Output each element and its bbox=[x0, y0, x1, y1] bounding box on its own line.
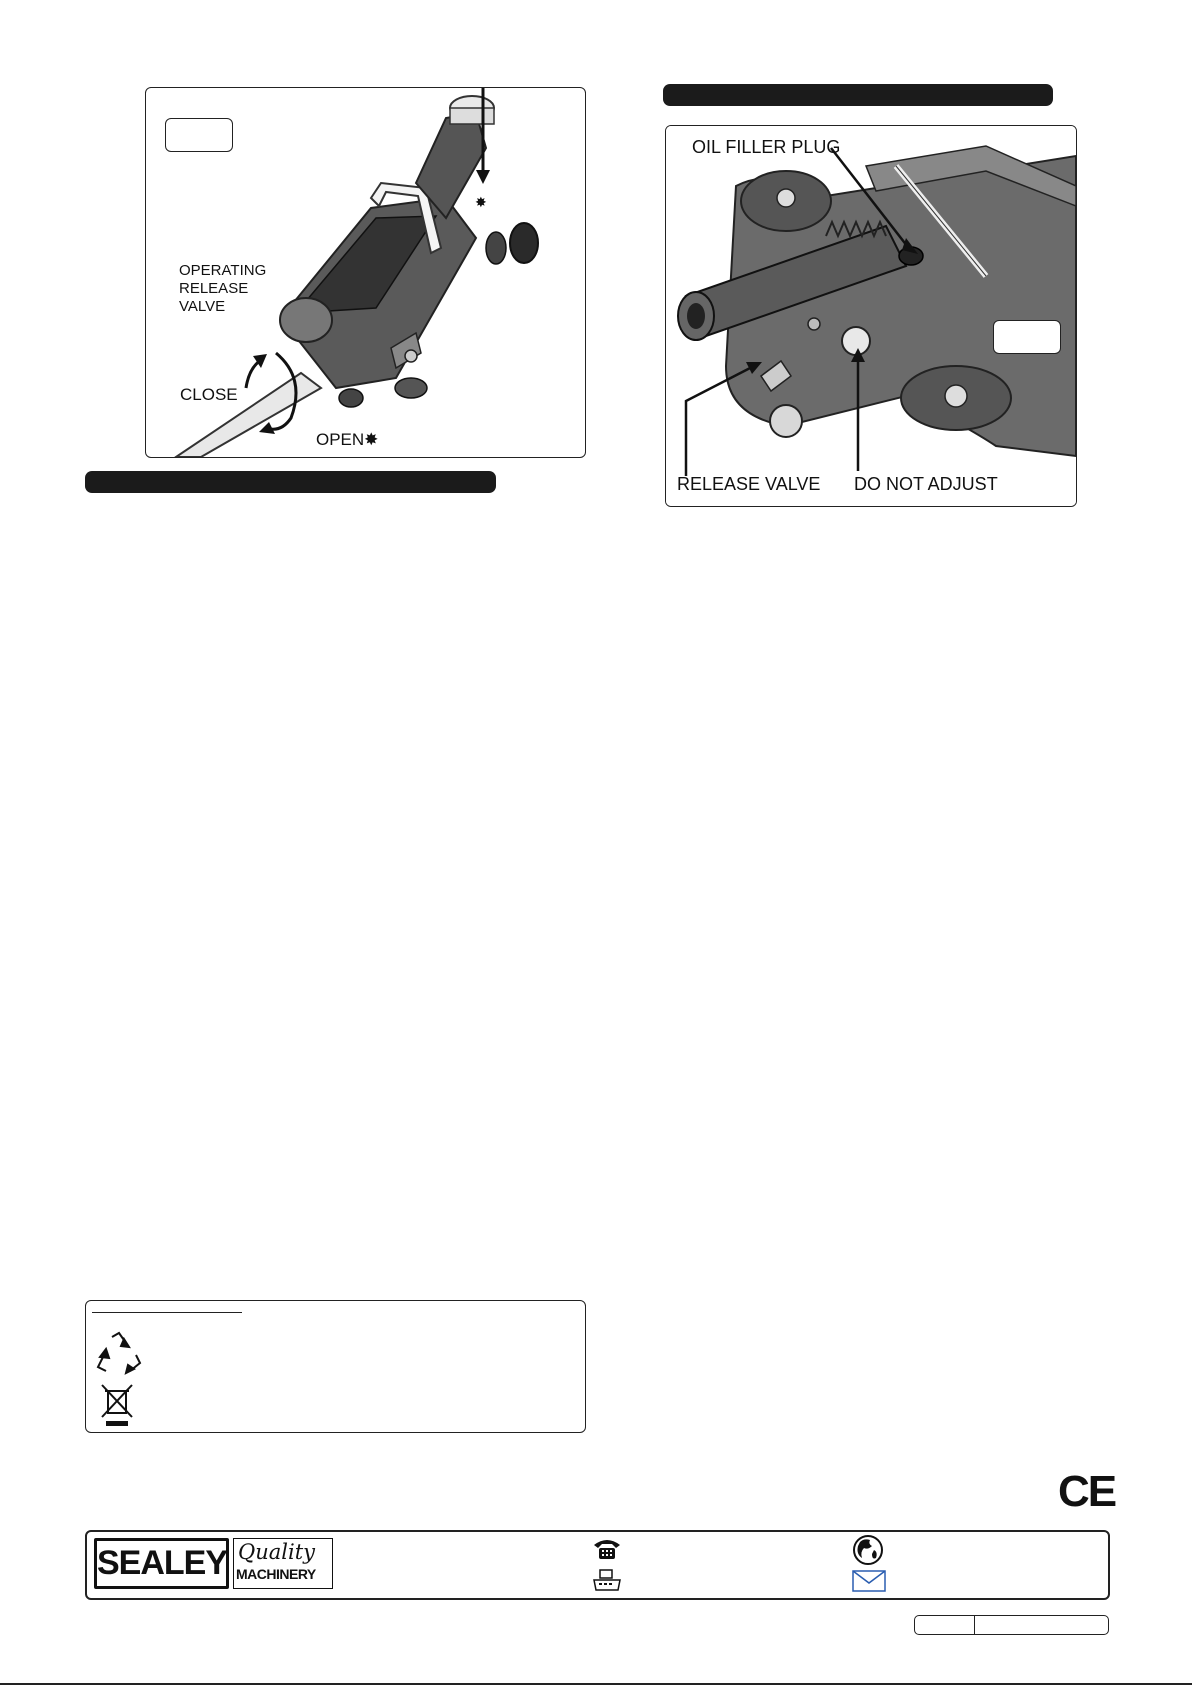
jack-closeup-photo bbox=[666, 126, 1076, 506]
email-icon bbox=[852, 1570, 886, 1592]
fax-icon bbox=[592, 1568, 622, 1592]
phone-icon bbox=[592, 1537, 622, 1561]
operating-release-valve-label-line-3: VALVE bbox=[179, 298, 226, 315]
model-date-divider bbox=[974, 1616, 975, 1634]
sealey-logo-text: SEALEY bbox=[97, 1541, 226, 1586]
section-heading-bar-right bbox=[663, 84, 1053, 106]
ce-mark: CE bbox=[1058, 1467, 1116, 1516]
rotation-arrows bbox=[231, 348, 311, 438]
environment-protection-box bbox=[85, 1300, 586, 1433]
quality-machinery-logo bbox=[233, 1538, 333, 1589]
figure-2-jack-valve-closeup bbox=[665, 125, 1077, 507]
environment-heading-underline bbox=[92, 1312, 242, 1313]
figure-1-jack-release-valve bbox=[145, 87, 586, 458]
oil-filler-plug-label: OIL FILLER PLUG bbox=[692, 137, 841, 157]
footer-contact-box bbox=[85, 1530, 1110, 1600]
globe-icon bbox=[852, 1534, 884, 1566]
release-valve-label: RELEASE VALVE bbox=[677, 474, 821, 494]
model-date-box bbox=[914, 1615, 1109, 1635]
lowering-star-mark: ✸ bbox=[475, 194, 487, 210]
do-not-adjust-label: DO NOT ADJUST bbox=[854, 474, 998, 494]
operating-release-valve-label-line-1: OPERATING bbox=[179, 262, 267, 279]
lowering-arrow bbox=[473, 88, 493, 188]
figure-number-tag bbox=[993, 320, 1061, 354]
section-heading-bar-left bbox=[85, 471, 496, 493]
sealey-logo bbox=[94, 1538, 229, 1589]
open-direction-label: OPEN✸ bbox=[316, 430, 379, 449]
close-direction-label: CLOSE bbox=[180, 385, 238, 404]
quality-logo-script: Quality bbox=[238, 1540, 315, 1564]
weee-bin-icon bbox=[100, 1383, 134, 1428]
operating-release-valve-label-line-2: RELEASE bbox=[179, 280, 249, 297]
recycle-icon bbox=[96, 1331, 142, 1375]
machinery-logo-text: MACHINERY bbox=[236, 1566, 316, 1582]
